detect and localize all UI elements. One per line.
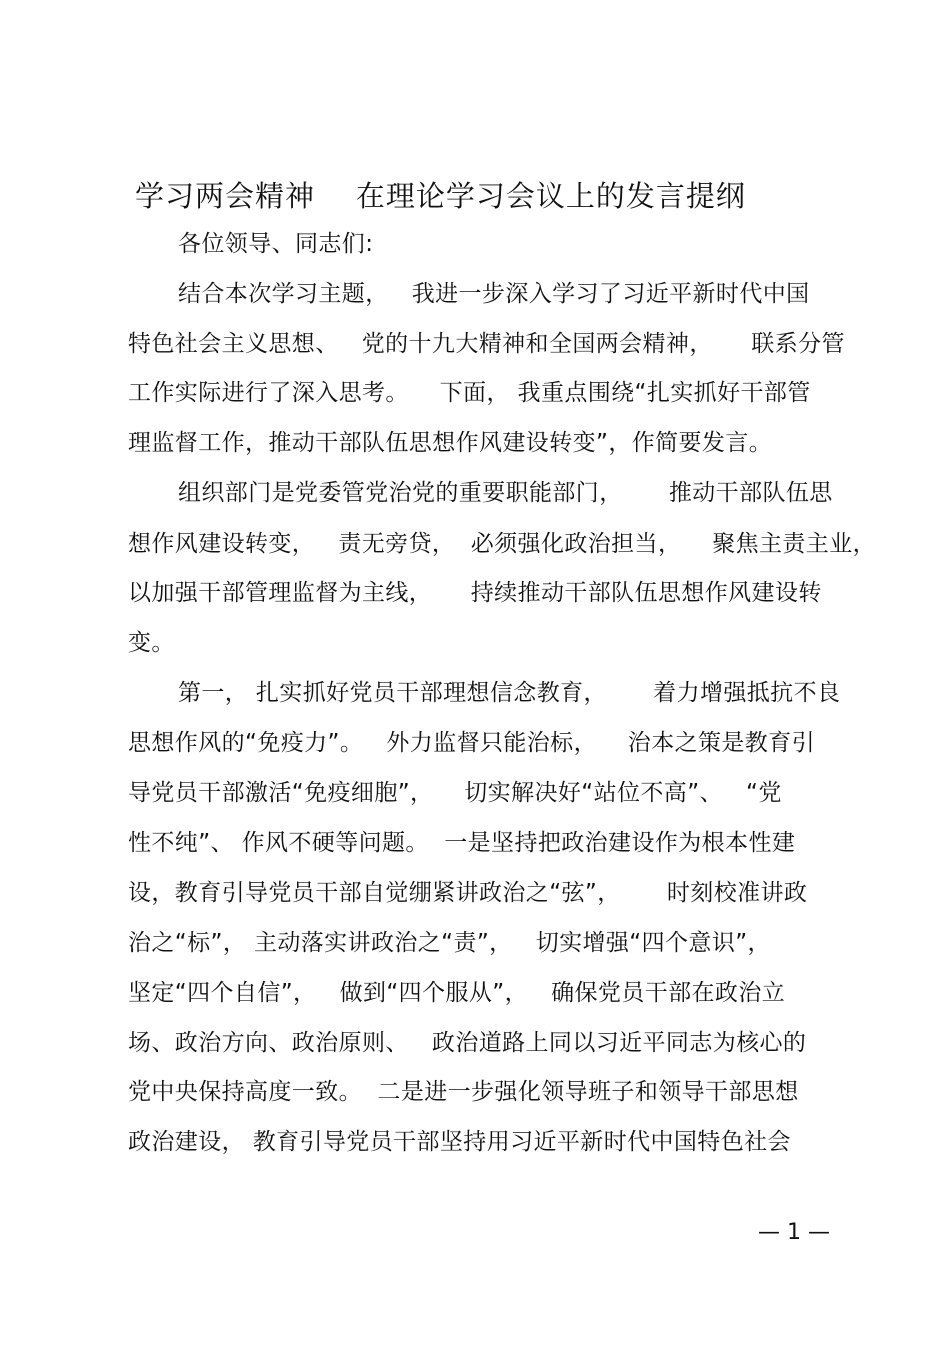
body-line: 性不纯”、 作风不硬等问题。 一是坚持把政治建设作为根本性建 [128,830,796,856]
body-line: 思想作风的“免疫力”。 外力监督只能治标， 治本之策是教育引 [128,730,816,756]
page-number: — 1 — [758,1220,830,1245]
body-line: 政治建设， 教育引导党员干部坚持用习近平新时代中国特色社会 [128,1129,791,1155]
salutation-line: 各位领导、同志们: [178,231,374,257]
body-line: 坚定“四个自信”， 做到“四个服从”， 确保党员干部在政治立 [128,980,786,1006]
body-line: 工作实际进行了深入思考。 下面， 我重点围绕“扎实抓好干部管 [128,380,811,406]
body-line: 设，教育引导党员干部自觉绷紧讲政治之“弦”， 时刻校准讲政 [128,880,808,906]
body-line: 理监督工作，推动干部队伍思想作风建设转变”，作简要发言。 [128,430,773,456]
body-line: 想作风建设转变， 责无旁贷， 必须强化政治担当， 聚焦主责主业， [128,531,876,557]
body-line: 导党员干部激活“免疫细胞”， 切实解决好“站位不高”、 “党 [128,780,782,806]
body-line: 组织部门是党委管党治党的重要职能部门， 推动干部队伍思 [178,480,833,506]
body-line: 结合本次学习主题， 我进一步深入学习了习近平新时代中国 [178,281,810,307]
body-line: 治之“标”， 主动落实讲政治之“责”， 切实增强“四个意识”， [128,930,771,956]
body-line: 第一， 扎实抓好党员干部理想信念教育， 着力增强抵抗不良 [178,680,841,706]
document-title: 学习两会精神 在理论学习会议上的发言提纲 [135,179,746,213]
body-line: 变。 [128,630,175,656]
body-line: 场、政治方向、政治原则、 政治道路上同以习近平同志为核心的 [128,1030,807,1056]
body-line: 以加强干部管理监督为主线， 持续推动干部队伍思想作风建设转 [128,580,822,606]
body-line: 特色社会主义思想、 党的十九大精神和全国两会精神， 联系分管 [128,331,845,357]
body-line: 党中央保持高度一致。 二是进一步强化领导班子和领导干部思想 [128,1079,799,1105]
